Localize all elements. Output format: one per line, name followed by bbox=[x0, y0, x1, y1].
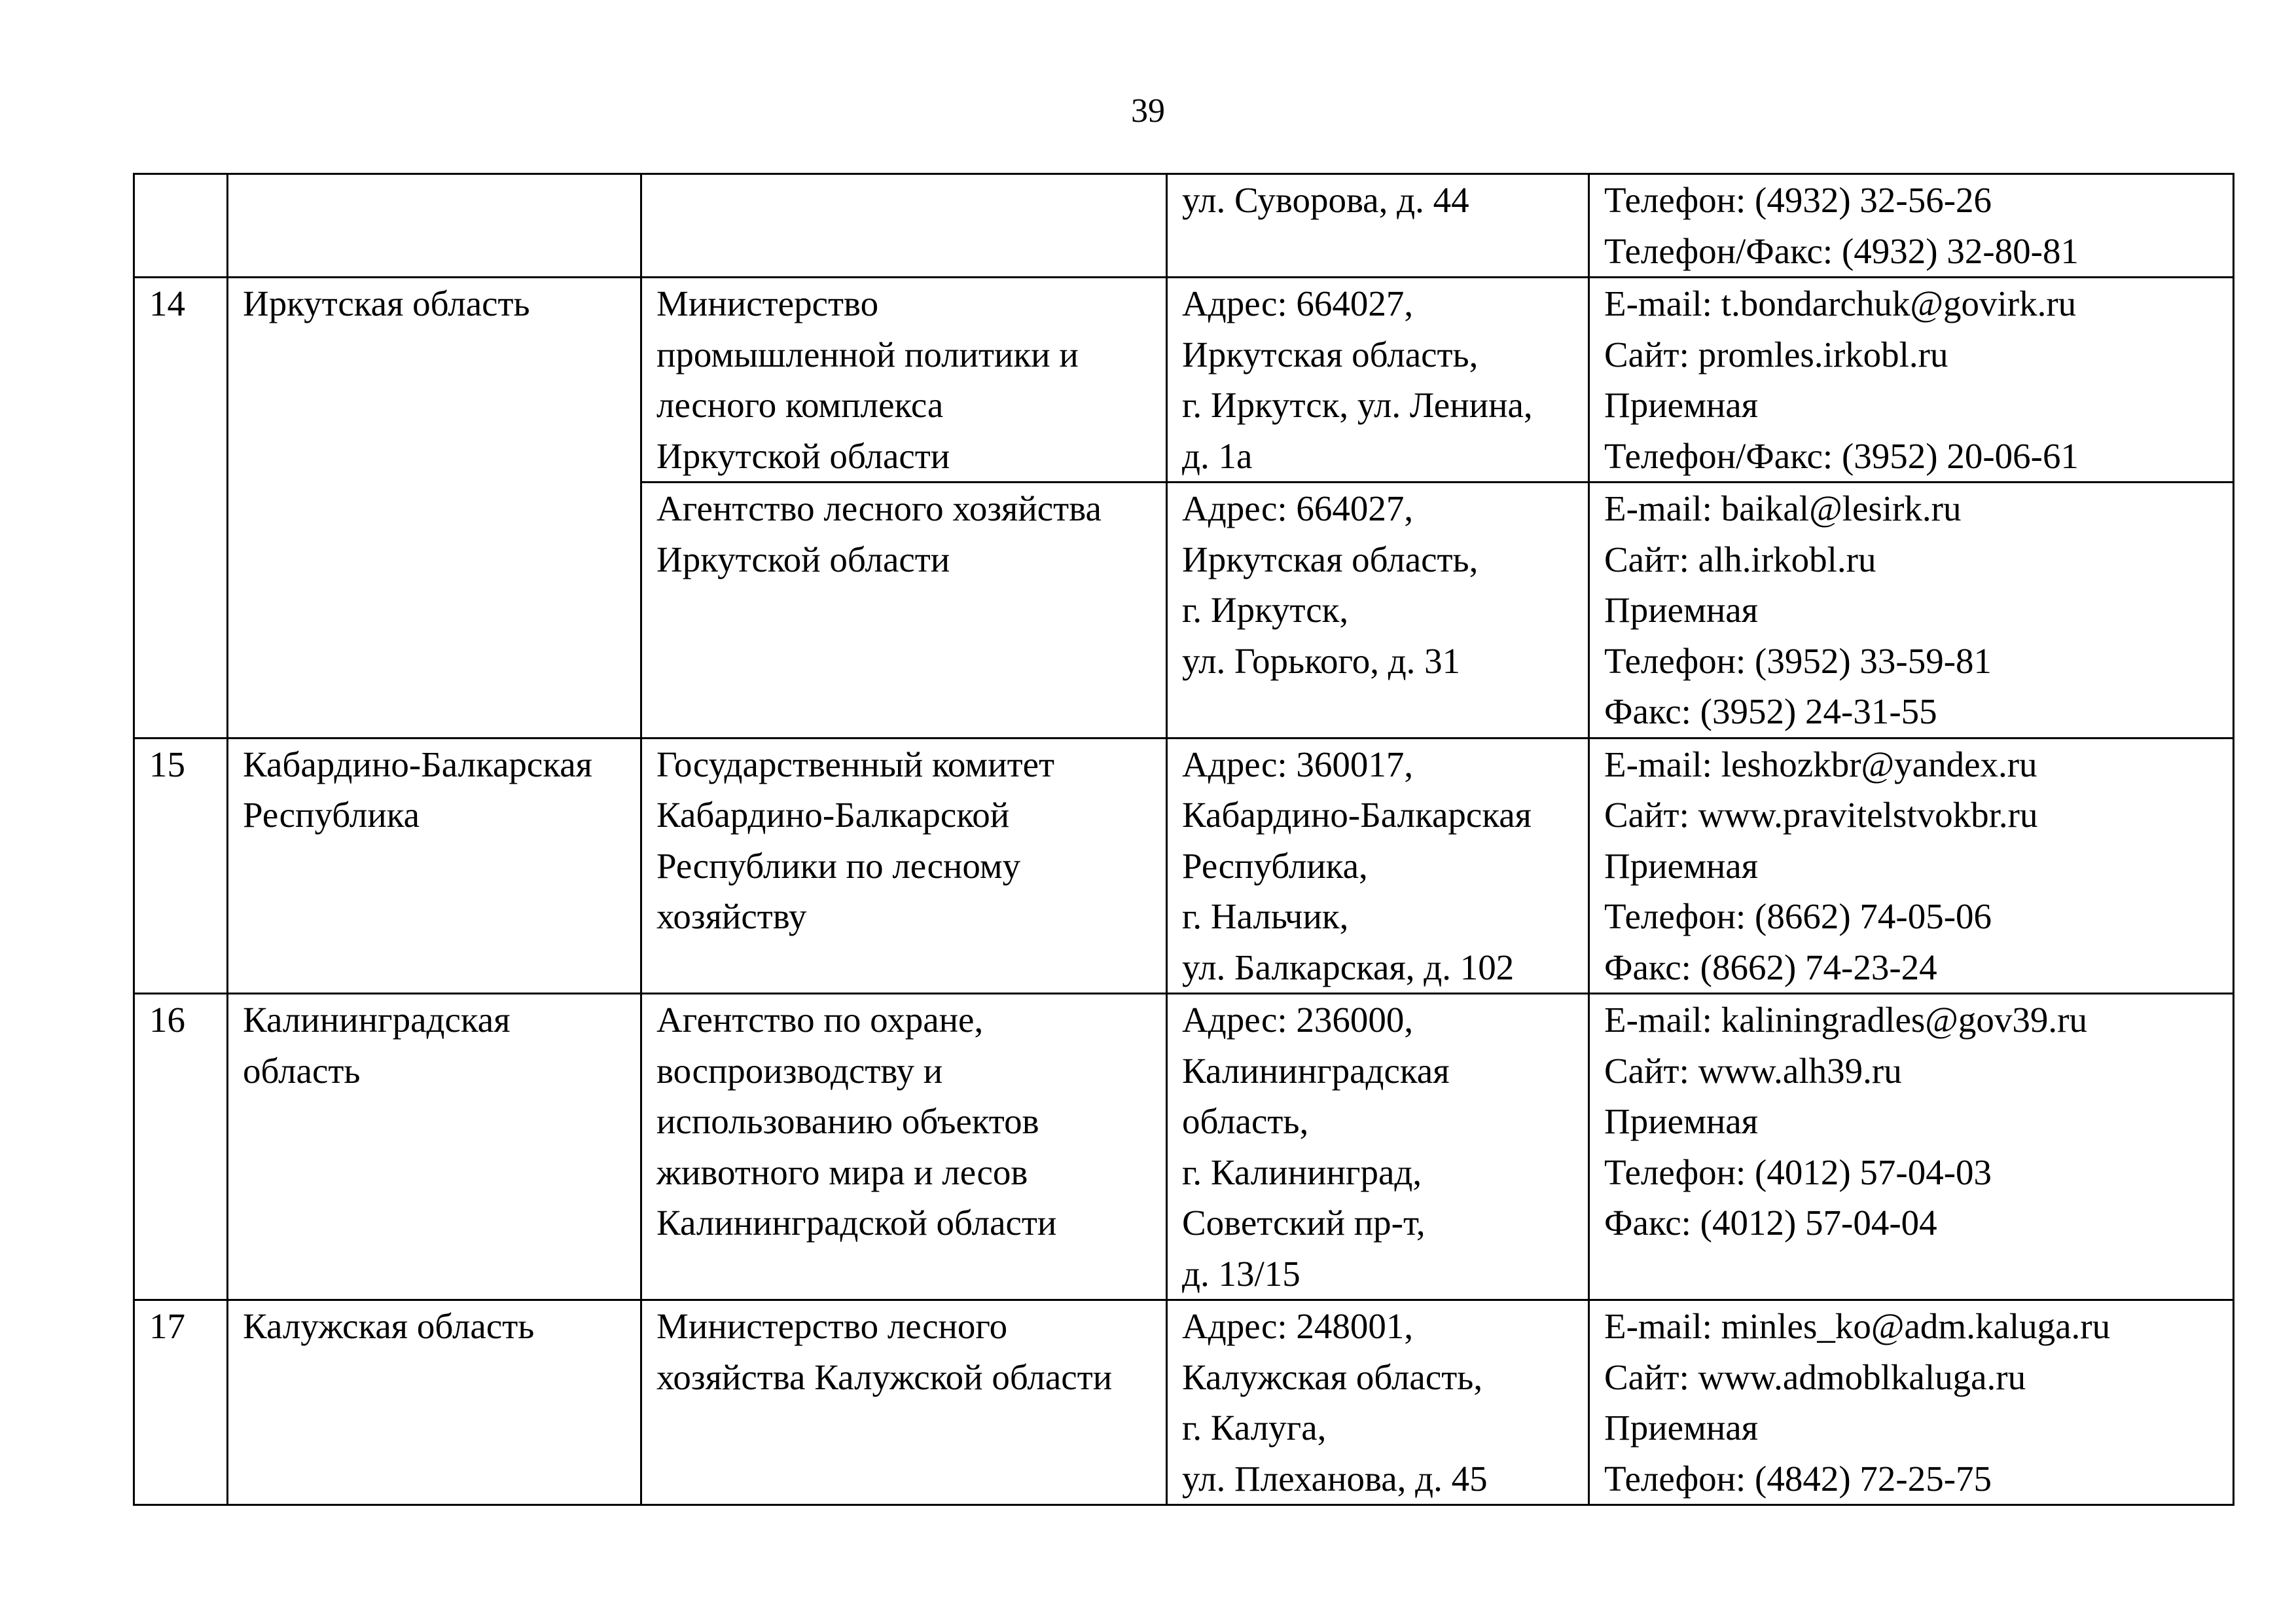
address-line: г. Нальчик, bbox=[1182, 896, 1349, 936]
agency-line: Государственный комитет bbox=[656, 744, 1055, 784]
agency-cell bbox=[641, 278, 1167, 483]
region-line: область bbox=[243, 1050, 361, 1091]
address-cell bbox=[1167, 1300, 1589, 1505]
agency-line: Агентство лесного хозяйства bbox=[656, 488, 1102, 528]
address-line: Адрес: 664027, bbox=[1182, 488, 1414, 528]
address-line: г. Иркутск, bbox=[1182, 590, 1349, 630]
address-line: Калужская область, bbox=[1182, 1357, 1483, 1397]
region-cell bbox=[228, 994, 641, 1300]
region-line: Иркутская область bbox=[243, 283, 530, 323]
agency-line: хозяйства Калужской области bbox=[656, 1357, 1113, 1397]
contacts-cell bbox=[1589, 278, 2234, 483]
table-row bbox=[134, 174, 2234, 278]
phone-line: Телефон: (8662) 74-05-06 bbox=[1604, 896, 1992, 936]
reception-label: Приемная bbox=[1604, 1101, 1759, 1141]
phone-line: Телефон: (3952) 33-59-81 bbox=[1604, 640, 1992, 681]
agency-line: Кабардино-Балкарской bbox=[656, 795, 1010, 835]
address-line: Калининградская bbox=[1182, 1050, 1450, 1091]
email-line: E-mail: leshozkbr@yandex.ru bbox=[1604, 744, 2037, 784]
reception-label: Приемная bbox=[1604, 385, 1759, 425]
region-cell bbox=[228, 738, 641, 994]
address-line: Иркутская область, bbox=[1182, 334, 1479, 374]
region-line: Кабардино-Балкарская bbox=[243, 744, 592, 784]
address-line: Адрес: 360017, bbox=[1182, 744, 1414, 784]
email-line: E-mail: baikal@lesirk.ru bbox=[1604, 488, 1962, 528]
phone-line: Телефон: (4842) 72-25-75 bbox=[1604, 1458, 1992, 1499]
address-cell bbox=[1167, 738, 1589, 994]
agency-line: животного мира и лесов bbox=[656, 1152, 1028, 1192]
email-line: E-mail: kaliningradles@gov39.ru bbox=[1604, 1000, 2087, 1040]
region-cell bbox=[228, 1300, 641, 1505]
contacts-cell bbox=[1589, 1300, 2234, 1505]
row-number-cell: 14 bbox=[134, 278, 228, 739]
phone-line: Телефон: (4932) 32-56-26 bbox=[1604, 180, 1992, 220]
agency-line: Республики по лесному bbox=[656, 845, 1021, 886]
address-line: Адрес: 248001, bbox=[1182, 1306, 1414, 1346]
agency-cell bbox=[641, 1300, 1167, 1505]
page-number: 39 bbox=[1131, 92, 1165, 130]
contacts-cell bbox=[1589, 174, 2234, 278]
agency-cell bbox=[641, 174, 1167, 278]
address-line: ул. Суворова, д. 44 bbox=[1182, 180, 1469, 220]
address-cell bbox=[1167, 483, 1589, 739]
region-cell bbox=[228, 278, 641, 739]
table-row bbox=[134, 278, 2234, 483]
address-line: д. 1а bbox=[1182, 435, 1253, 476]
website-line: Сайт: www.admoblkaluga.ru bbox=[1604, 1357, 2026, 1397]
table-row bbox=[134, 738, 2234, 994]
agency-line: воспроизводству и bbox=[656, 1050, 943, 1091]
agency-line: лесного комплекса bbox=[656, 385, 944, 425]
address-line: г. Калининград, bbox=[1182, 1152, 1422, 1192]
table-row bbox=[134, 1300, 2234, 1505]
contacts-cell bbox=[1589, 483, 2234, 739]
address-line: г. Калуга, bbox=[1182, 1408, 1327, 1448]
row-number-cell: 15 bbox=[134, 738, 228, 994]
address-line: Кабардино-Балкарская bbox=[1182, 795, 1532, 835]
row-number-cell bbox=[134, 174, 228, 278]
phone-line: Телефон: (4012) 57-04-03 bbox=[1604, 1152, 1992, 1192]
agency-cell bbox=[641, 483, 1167, 739]
agency-line: хозяйству bbox=[656, 896, 807, 936]
address-line: ул. Балкарская, д. 102 bbox=[1182, 947, 1515, 987]
row-number-cell: 16 bbox=[134, 994, 228, 1300]
region-line: Республика bbox=[243, 795, 420, 835]
table-row bbox=[134, 994, 2234, 1300]
agency-line: Министерство bbox=[656, 283, 879, 323]
phone-fax-line: Телефон/Факс: (4932) 32-80-81 bbox=[1604, 230, 2079, 271]
reception-label: Приемная bbox=[1604, 1408, 1759, 1448]
fax-line: Факс: (4012) 57-04-04 bbox=[1604, 1203, 1937, 1243]
region-line: Калининградская bbox=[243, 1000, 511, 1040]
reception-label: Приемная bbox=[1604, 845, 1759, 886]
website-line: Сайт: promles.irkobl.ru bbox=[1604, 334, 1948, 374]
row-number-cell: 17 bbox=[134, 1300, 228, 1505]
region-line: Калужская область bbox=[243, 1306, 535, 1346]
agency-line: использованию объектов bbox=[656, 1101, 1039, 1141]
agency-line: Агентство по охране, bbox=[656, 1000, 984, 1040]
email-line: E-mail: t.bondarchuk@govirk.ru bbox=[1604, 283, 2077, 323]
website-line: Сайт: www.pravitelstvokbr.ru bbox=[1604, 795, 2038, 835]
address-line: Республика, bbox=[1182, 845, 1368, 886]
agency-line: Министерство лесного bbox=[656, 1306, 1008, 1346]
agency-cell bbox=[641, 994, 1167, 1300]
address-line: г. Иркутск, ул. Ленина, bbox=[1182, 385, 1533, 425]
agency-line: Калининградской области bbox=[656, 1203, 1057, 1243]
address-line: Адрес: 236000, bbox=[1182, 1000, 1414, 1040]
address-line: Адрес: 664027, bbox=[1182, 283, 1414, 323]
contacts-cell bbox=[1589, 738, 2234, 994]
email-line: E-mail: minles_ko@adm.kaluga.ru bbox=[1604, 1306, 2111, 1346]
address-line: область, bbox=[1182, 1101, 1309, 1141]
address-cell bbox=[1167, 278, 1589, 483]
agency-line: Иркутской области bbox=[656, 539, 950, 579]
agency-cell bbox=[641, 738, 1167, 994]
agency-line: промышленной политики и bbox=[656, 334, 1079, 374]
address-line: д. 13/15 bbox=[1182, 1253, 1300, 1294]
agency-line: Иркутской области bbox=[656, 435, 950, 476]
region-cell bbox=[228, 174, 641, 278]
forestry-agencies-table bbox=[133, 173, 2234, 1506]
phone-fax-line: Телефон/Факс: (3952) 20-06-61 bbox=[1604, 435, 2079, 476]
fax-line: Факс: (3952) 24-31-55 bbox=[1604, 691, 1937, 731]
address-line: Иркутская область, bbox=[1182, 539, 1479, 579]
address-line: Советский пр-т, bbox=[1182, 1203, 1426, 1243]
address-line: ул. Горького, д. 31 bbox=[1182, 640, 1461, 681]
contacts-cell bbox=[1589, 994, 2234, 1300]
address-cell bbox=[1167, 174, 1589, 278]
website-line: Сайт: www.alh39.ru bbox=[1604, 1050, 1902, 1091]
website-line: Сайт: alh.irkobl.ru bbox=[1604, 539, 1876, 579]
address-cell bbox=[1167, 994, 1589, 1300]
reception-label: Приемная bbox=[1604, 590, 1759, 630]
address-line: ул. Плеханова, д. 45 bbox=[1182, 1458, 1488, 1499]
fax-line: Факс: (8662) 74-23-24 bbox=[1604, 947, 1937, 987]
